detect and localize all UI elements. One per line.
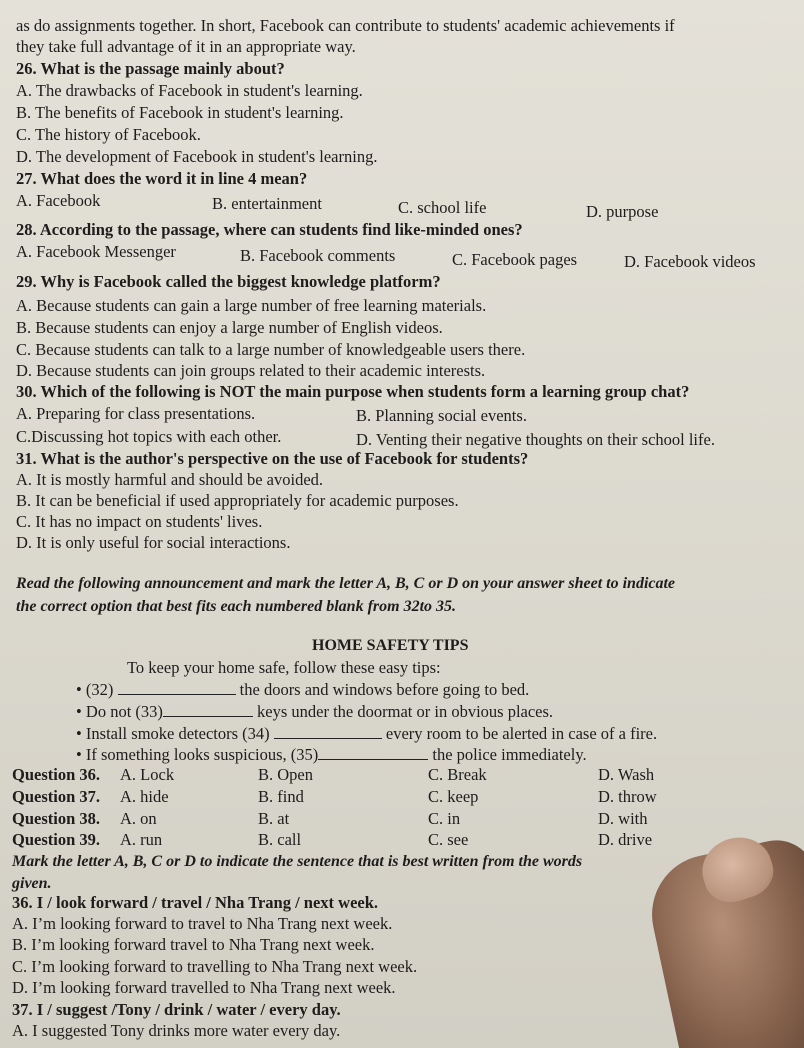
blank-32 (118, 680, 236, 695)
blank-35 (318, 745, 428, 760)
q29-option-c: C. Because students can talk to a large number of knowledgeable users there. (16, 340, 526, 359)
q38-option-a: A. on (120, 809, 157, 828)
tip-33-pre: • Do not (33) (76, 702, 163, 721)
tip-35 (76, 745, 587, 765)
s36-option-c: C. I’m looking forward to travelling to Nha Trang next week. (12, 957, 418, 976)
q38-label: Question 38. (12, 809, 101, 828)
instruction-2-line-1: Mark the letter A, B, C or D to indicate the sentence that is best written from the words (12, 853, 583, 870)
q29-option-a: A. Because students can gain a large number of free learning materials. (16, 296, 487, 315)
q37-label: Question 37. (12, 787, 101, 806)
announcement-intro: To keep your home safe, follow these easy tips: (127, 658, 441, 677)
announcement-title: HOME SAFETY TIPS (312, 637, 469, 654)
s37-stem: 37. I / suggest /Tony / drink / water / every day. (12, 1000, 341, 1019)
tip-33 (76, 702, 553, 722)
intro-line-1: as do assignments together. In short, Facebook can contribute to students' academic achievements if (16, 16, 675, 35)
q30-stem: 30. Which of the following is NOT the main purpose when students form a learning group chat? (16, 382, 690, 401)
q39-option-a: A. run (120, 830, 163, 849)
q30-option-a: A. Preparing for class presentations. (16, 404, 256, 423)
tip-34-pre: • Install smoke detectors (34) (76, 724, 274, 743)
q39-label: Question 39. (12, 830, 101, 849)
tip-35-post: the police immediately. (428, 745, 587, 764)
tip-34 (76, 724, 657, 744)
q36-option-c: C. Break (428, 765, 487, 784)
tip-32-pre: • (32) (76, 680, 118, 699)
q27-option-c: C. school life (398, 198, 487, 217)
q31-stem: 31. What is the author's perspective on the use of Facebook for students? (16, 449, 529, 468)
q29-option-d: D. Because students can join groups related to their academic interests. (16, 361, 486, 380)
q26-stem: 26. What is the passage mainly about? (16, 59, 285, 78)
q31-option-d: D. It is only useful for social interactions. (16, 533, 291, 552)
s36-option-b: B. I’m looking forward travel to Nha Trang next week. (12, 935, 375, 954)
blank-34 (274, 724, 382, 739)
s37-option-a: A. I suggested Tony drinks more water every day. (12, 1021, 341, 1040)
q37-option-d: D. throw (598, 787, 657, 806)
q28-stem: 28. According to the passage, where can students find like-minded ones? (16, 220, 523, 239)
tip-35-pre: • If something looks suspicious, (35) (76, 745, 319, 764)
q39-option-d: D. drive (598, 830, 653, 849)
instruction-2-line-2: given. (12, 875, 52, 892)
q31-option-b: B. It can be beneficial if used appropriately for academic purposes. (16, 491, 459, 510)
q37-option-b: B. find (258, 787, 304, 806)
q30-option-c: C.Discussing hot topics with each other. (16, 427, 282, 446)
q27-stem: 27. What does the word it in line 4 mean? (16, 169, 308, 188)
q38-option-c: C. in (428, 809, 461, 828)
instruction-1-line-1: Read the following announcement and mark the letter A, B, C or D on your answer sheet to indicate (16, 575, 676, 592)
q27-option-d: D. purpose (586, 202, 659, 221)
q28-option-a: A. Facebook Messenger (16, 242, 176, 261)
q28-option-d: D. Facebook videos (624, 252, 756, 271)
s36-stem: 36. I / look forward / travel / Nha Trang / next week. (12, 893, 379, 912)
instruction-1-line-2: the correct option that best fits each numbered blank from 32to 35. (16, 598, 457, 615)
q26-option-b: B. The benefits of Facebook in student's learning. (16, 103, 344, 122)
tip-34-post: every room to be alerted in case of a fire. (381, 724, 658, 743)
s36-option-a: A. I’m looking forward to travel to Nha Trang next week. (12, 914, 393, 933)
intro-line-2: they take full advantage of it in an appropriate way. (16, 37, 356, 56)
q38-option-d: D. with (598, 809, 648, 828)
q38-option-b: B. at (258, 809, 290, 828)
s36-option-d: D. I’m looking forward travelled to Nha Trang next week. (12, 978, 396, 997)
q39-option-c: C. see (428, 830, 469, 849)
q36-label: Question 36. (12, 765, 101, 784)
q26-option-d: D. The development of Facebook in student's learning. (16, 147, 378, 166)
q36-option-a: A. Lock (120, 765, 175, 784)
q29-stem: 29. Why is Facebook called the biggest knowledge platform? (16, 272, 441, 291)
tip-33-post: keys under the doormat or in obvious places. (252, 702, 554, 721)
q37-option-c: C. keep (428, 787, 479, 806)
q37-option-a: A. hide (120, 787, 169, 806)
tip-32 (76, 680, 529, 700)
q30-option-d: D. Venting their negative thoughts on their school life. (356, 430, 715, 449)
q27-option-b: B. entertainment (212, 194, 322, 213)
q26-option-c: C. The history of Facebook. (16, 125, 201, 144)
q36-option-b: B. Open (258, 765, 313, 784)
q31-option-c: C. It has no impact on students' lives. (16, 512, 263, 531)
q30-option-b: B. Planning social events. (356, 406, 527, 425)
q29-option-b: B. Because students can enjoy a large number of English videos. (16, 318, 443, 337)
q28-option-c: C. Facebook pages (452, 250, 578, 269)
q27-option-a: A. Facebook (16, 191, 101, 210)
blank-33 (163, 702, 253, 717)
q36-option-d: D. Wash (598, 765, 655, 784)
q26-option-a: A. The drawbacks of Facebook in student's learning. (16, 81, 363, 100)
tip-32-post: the doors and windows before going to bed. (235, 680, 530, 699)
q31-option-a: A. It is mostly harmful and should be avoided. (16, 470, 324, 489)
q39-option-b: B. call (258, 830, 302, 849)
q28-option-b: B. Facebook comments (240, 246, 396, 265)
